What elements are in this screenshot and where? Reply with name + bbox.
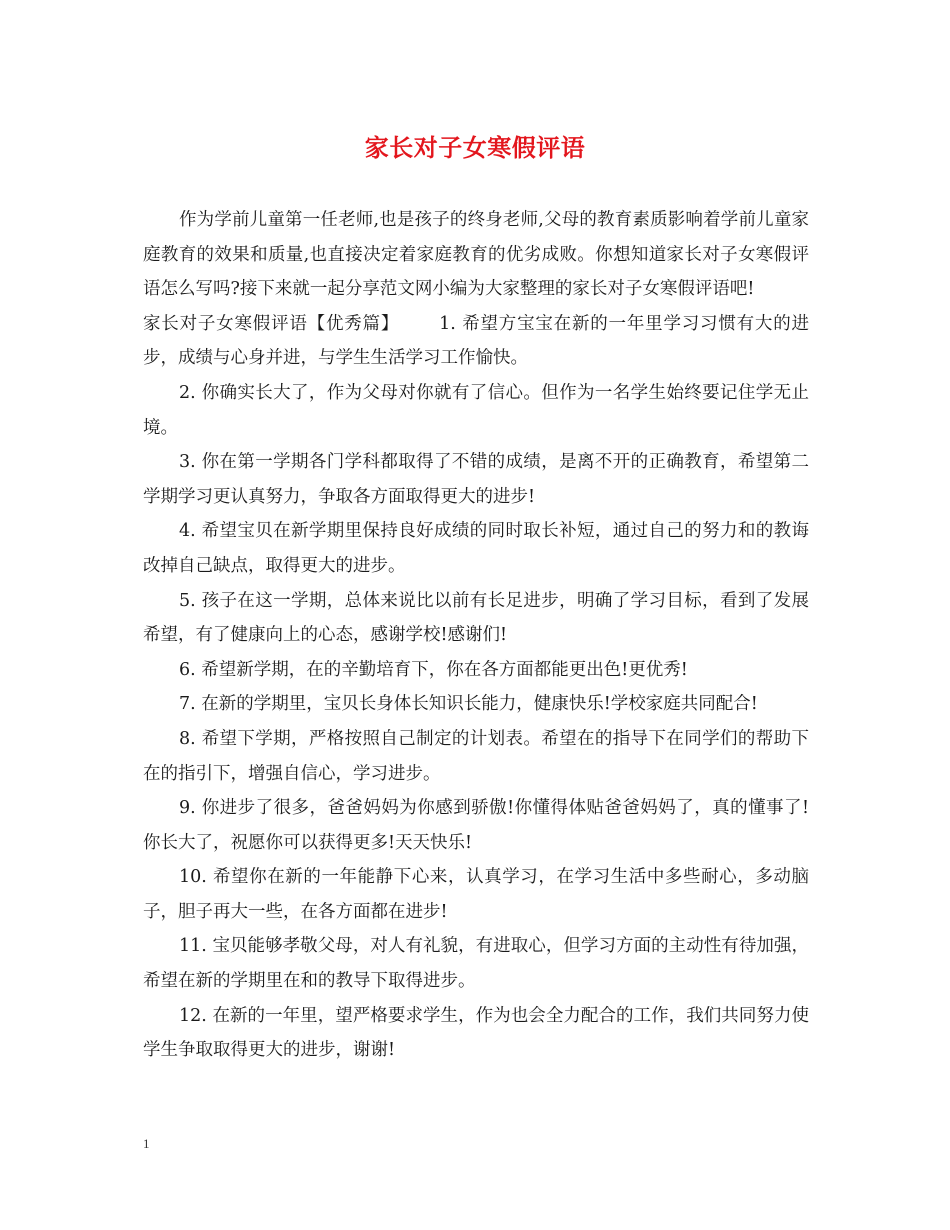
intro-paragraph: 作为学前儿童第一任老师,也是孩子的终身老师,父母的教育素质影响着学前儿童家庭教育的效果和质量,也直接决定着家庭教育的优劣成败。你想知道家长对子女寒假评语怎么写吗?接下来就一起分享范文网小编为大家整理的家长对子女寒假评语吧!: [143, 210, 809, 300]
list-item: 11. 宝贝能够孝敬父母，对人有礼貌，有进取心，但学习方面的主动性有待加强，希望在新的学期里在和的教导下取得进步。: [143, 936, 809, 992]
list-item: 8. 希望下学期，严格按照自己制定的计划表。希望在的指导下在同学们的帮助下在的指引下，增强自信心，学习进步。: [143, 728, 809, 784]
list-item: 2. 你确实长大了，作为父母对你就有了信心。但作为一名学生始终要记住学无止境。: [143, 382, 809, 438]
document-body: [143, 203, 809, 1068]
section-heading: 家长对子女寒假评语【优秀篇】: [143, 313, 400, 334]
list-item: 5. 孩子在这一学期，总体来说比以前有长足进步，明确了学习目标，看到了发展希望，有了健康向上的心态，感谢学校!感谢们!: [143, 590, 809, 646]
list-item: 4. 希望宝贝在新学期里保持良好成绩的同时取长补短，通过自己的努力和的教诲改掉自己缺点，取得更大的进步。: [143, 521, 809, 576]
first-item-paragraph: [143, 307, 809, 376]
page-number: 1: [143, 1136, 150, 1151]
list-item: 6. 希望新学期，在的辛勤培育下，你在各方面都能更出色!更优秀!: [179, 659, 688, 680]
list-item: 7. 在新的学期里，宝贝长身体长知识长能力，健康快乐!学校家庭共同配合!: [179, 694, 758, 715]
list-item: 10. 希望你在新的一年能静下心来，认真学习，在学习生活中多些耐心，多动脑子，胆子再大一些，在各方面都在进步!: [143, 867, 809, 922]
list-item: 12. 在新的一年里，望严格要求学生，作为也会全力配合的工作，我们共同努力使学生争取取得更大的进步，谢谢!: [143, 1005, 809, 1061]
document-title: 家长对子女寒假评语: [364, 133, 586, 162]
list-item: 3. 你在第一学期各门学科都取得了不错的成绩，是离不开的正确教育，希望第二学期学习更认真努力，争取各方面取得更大的进步!: [143, 452, 809, 507]
list-item: 9. 你进步了很多，爸爸妈妈为你感到骄傲!你懂得体贴爸爸妈妈了，真的懂事了!你长大了，祝愿你可以获得更多!天天快乐!: [143, 798, 809, 853]
list-item: 1. 希望方宝宝在新的一年里学习习惯有大的进步，成绩与心身并进，与学生生活学习工作愉快。: [143, 313, 810, 369]
